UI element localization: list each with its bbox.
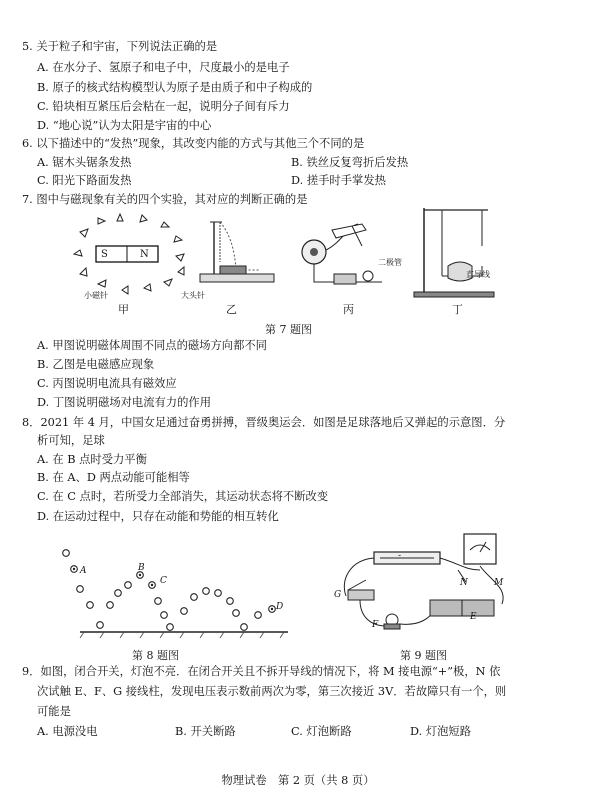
- q9-option-a: A. 电源没电: [37, 725, 98, 738]
- terminal-minus-label: -: [398, 551, 402, 561]
- point-b-label: B: [138, 563, 145, 573]
- point-a-label: A: [80, 566, 87, 576]
- q8-stem-line1: 8．2021 年 4 月，中国女足通过奋勇拼搏，晋级奥运会．如图是足球落地后又弹起的示意图．分: [22, 416, 506, 429]
- q7-option-d: D. 丁图说明磁场对电流有力的作用: [37, 396, 211, 409]
- q8-option-a: A. 在 B 点时受力平衡: [37, 453, 147, 466]
- q8-stem-line2: 析可知，足球: [37, 434, 105, 447]
- figure-7-ding: [412, 206, 502, 302]
- figure-7-jia-label: 甲: [118, 303, 129, 316]
- page-footer: 物理试卷 第 2 页（共 8 页）: [221, 774, 375, 787]
- q6-option-d: D. 搓手时手掌发热: [291, 174, 386, 187]
- q5-option-d: D. “地心说”认为太阳是宇宙的中心: [37, 119, 212, 132]
- terminal-m-label: M: [494, 578, 504, 588]
- figure-7-jia: [70, 212, 190, 302]
- q7-stem: 7. 图中与磁现象有关的四个实验，其对应的判断正确的是: [22, 193, 308, 206]
- q9-option-c: C. 灯泡断路: [291, 725, 352, 738]
- terminal-n-label: N: [460, 578, 468, 588]
- diode-label: 二极管: [378, 258, 402, 267]
- figure-7-caption: 第 7 题图: [265, 323, 312, 336]
- figure-8-bouncing-ball: [60, 545, 290, 645]
- q6-option-c: C. 阳光下路面发热: [37, 174, 132, 187]
- figure-7-yi: [190, 218, 280, 298]
- q5-stem: 5. 关于粒子和宇宙，下列说法正确的是: [22, 40, 218, 53]
- q6-stem: 6. 以下描述中的“发热”现象，其改变内能的方式与其他三个不同的是: [22, 137, 365, 150]
- straight-wire-label: 直导线: [466, 270, 490, 279]
- figure-7-bing-label: 丙: [343, 303, 354, 316]
- q5-option-b: B. 原子的核式结构模型认为原子是由质子和中子构成的: [37, 81, 313, 94]
- q9-option-d: D. 灯泡短路: [410, 725, 472, 738]
- figure-7-bing: [292, 212, 402, 300]
- figure-7-ding-label: 丁: [452, 303, 463, 316]
- figure-7-yi-label: 乙: [226, 303, 237, 316]
- q8-option-b: B. 在 A、D 两点动能可能相等: [37, 471, 190, 484]
- q6-option-b: B. 铁丝反复弯折后发热: [291, 156, 409, 169]
- terminal-g-label: G: [334, 590, 342, 600]
- q7-option-a: A. 甲图说明磁体周围不同点的磁场方向都不同: [37, 339, 267, 352]
- q8-option-c: C. 在 C 点时，若所受力全部消失，其运动状态将不断改变: [37, 490, 329, 503]
- small-needle-label: 小磁针: [84, 291, 108, 300]
- q9-stem-line1: 9．如图，闭合开关，灯泡不亮．在闭合开关且不拆开导线的情况下，将 M 接电源“+”极，N 依: [22, 665, 501, 678]
- magnet-s-label: S: [101, 249, 108, 260]
- q7-option-b: B. 乙图是电磁感应现象: [37, 358, 155, 371]
- terminal-f-label: F: [372, 620, 379, 630]
- q8-option-d: D. 在运动过程中，只存在动能和势能的相互转化: [37, 510, 279, 523]
- magnet-n-label: N: [140, 249, 149, 260]
- point-c-label: C: [160, 576, 167, 586]
- figure-8-caption: 第 8 题图: [132, 649, 179, 662]
- q6-option-a: A. 锯木头锯条发热: [37, 156, 132, 169]
- big-needle-label: 大头针: [181, 291, 205, 300]
- q9-stem-line2: 次试触 E、F、G 接线柱，发现电压表示数前两次为零，第三次接近 3V．若故障只有一个，则: [37, 685, 507, 698]
- q9-option-b: B. 开关断路: [175, 725, 236, 738]
- q5-option-a: A. 在水分子、氢原子和电子中，尺度最小的是电子: [37, 61, 290, 74]
- terminal-e-label: E: [470, 612, 477, 622]
- figure-9-caption: 第 9 题图: [400, 649, 447, 662]
- point-d-label: D: [276, 602, 284, 612]
- q7-option-c: C. 丙图说明电流具有磁效应: [37, 377, 177, 390]
- q9-stem-line3: 可能是: [37, 705, 71, 718]
- q5-option-c: C. 铅块相互紧压后会粘在一起，说明分子间有斥力: [37, 100, 290, 113]
